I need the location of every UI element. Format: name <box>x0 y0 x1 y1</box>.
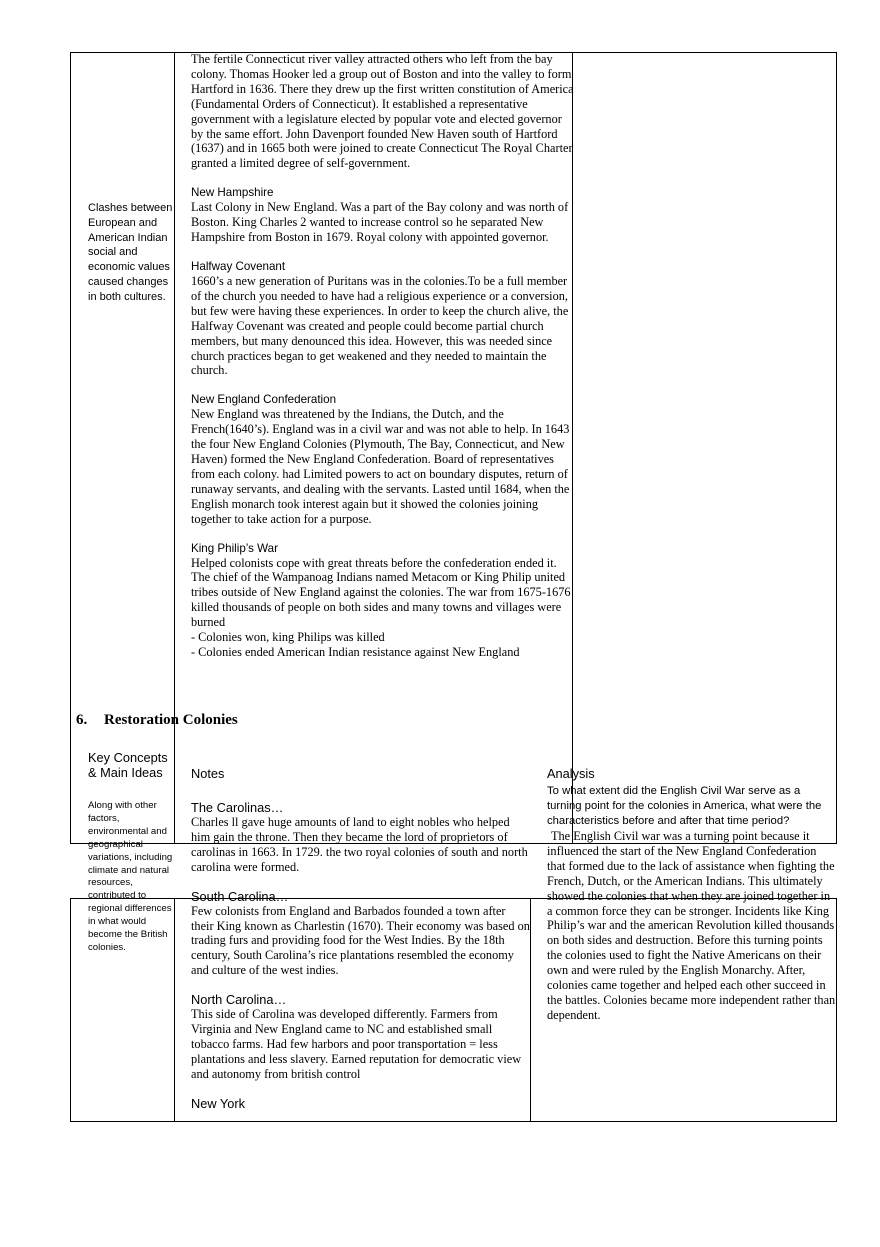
new-hampshire-paragraph: Last Colony in New England. Was a part of the Bay colony and was north of Boston. King Charles 2 wanted to increase control so he separated New Hampshire from Boston in 1679. Royal colony with appointed governor. <box>191 200 569 245</box>
analysis-header: Analysis <box>547 766 595 781</box>
notes-header: Notes <box>191 766 225 781</box>
lower-table-col-divider-1 <box>174 898 175 1122</box>
lower-notes-column <box>191 800 531 1111</box>
halfway-covenant-heading: Halfway Covenant <box>191 259 286 273</box>
king-philips-war-bullet: - Colonies ended American Indian resistance against New England <box>191 645 520 659</box>
north-carolina-heading: North Carolina… <box>191 992 287 1008</box>
key-concepts-header: Key Concepts & Main Ideas <box>88 750 168 780</box>
analysis-column <box>547 784 837 1023</box>
new-england-confederation-heading: New England Confederation <box>191 393 337 407</box>
lower-table-left-border <box>70 898 71 1122</box>
section-number: 6. <box>76 712 88 728</box>
side-note: Clashes between European and American Indian social and economic values caused changes in both cultures. <box>88 202 173 303</box>
halfway-covenant-paragraph: 1660’s a new generation of Puritans was in the colonies.To be a full member of the church you needed to have had a religious experience or a conversion, but few were having these experiences. In order to keep the church alive, the Halfway Covenant was created and people could become partial church members, but many denounced this idea. However, this was needed since church practices began to get weakened and they needed to maintain the church. <box>191 273 569 378</box>
new-england-confederation-paragraph: New England was threatened by the Indians, the Dutch, and the French(1640’s). England was in a civil war and was not able to help. In 1643 the four New England Colonies (Plymouth, The Bay, Connecticut, and New Haven) formed the New England Confederation. Board of representatives from each colony. had Limited powers to act on boundary disputes, return of runaway servants, and dealing with the servants. Lasted until 1684, when the English monarch took interest again but it showed the colonies joining together to take action for a purpose. <box>191 407 570 526</box>
north-carolina-paragraph: This side of Carolina was developed differently. Farmers from Virginia and New England came to NC and established small tobacco farms. Had few harbors and poor transportation = less plantations and less slavery. Earned reputation for democratic view and autonomy from british control <box>191 1007 522 1081</box>
king-philips-war-heading: King Philip’s War <box>191 541 278 555</box>
connecticut-paragraph: The fertile Connecticut river valley attracted others who left from the bay colony. Thomas Hooker led a group out of Boston and into the valley to form Hartford in 1636. There they drew up the first written constitution of America (Fundamental Orders of Connecticut). It established a representative government with a legislature elected by popular vote and elected governor by the same effort. John Davenport founded New Haven south of Hartford (1637) and in 1665 both were joined to create Connecticut The Royal Charter granted a limited degree of self-government. <box>191 52 574 171</box>
new-york-heading: New York <box>191 1095 246 1111</box>
south-carolina-paragraph: Few colonists from England and Barbados founded a town after their King known as Charlestin (1670). Their economy was based on trading furs and providing food for the West Indies. By the 18th century, South Carolina’s rice plantations resembled the economy and culture of the west indies. <box>191 903 530 978</box>
upper-table-left-border <box>70 52 71 844</box>
carolinas-paragraph: Charles ll gave huge amounts of land to eight nobles who helped him gain the throne. Then they became the lord of proprietors of carolinas in 1663. In 1729. the two royal colonies of south and north carolina were formed. <box>191 815 528 874</box>
new-hampshire-heading: New Hampshire <box>191 186 274 200</box>
carolinas-heading: The Carolinas… <box>191 800 284 815</box>
key-concept-text: Along with other factors, environmental and geographical variations, including climate and natural resources, contributed to regional differences in what would become the British colonies. <box>88 800 173 953</box>
king-philips-war-bullet: - Colonies won, king Philips was killed <box>191 630 385 645</box>
lower-table-bottom-border <box>70 1121 837 1122</box>
section-title: Restoration Colonies <box>104 712 238 728</box>
king-philips-war-paragraph: Helped colonists cope with great threats before the confederation ended it. The chief of the Wampanoag Indians named Metacom or King Philip united tribes outside of New England against the colonies. The war from 1675-1676 killed thousands of people on both sides and many towns and villages were burned <box>191 555 571 630</box>
analysis-answer: The English Civil war was a turning point because it influenced the start of the New England Confederation that formed due to the lack of assistance when fighting the French, Dutch, or the American Indians. This ultimately showed the colonies that when they are joined together in a common force they can be stronger. Incidents like King Philip’s war and the american Revolution killed thousands on both sides and destruction. Before this turning points the colonies used to fight the Native Americans on their own and were ruled by the English Monarchy. After, colonies came together and helped each other succeed in the battles. Colonies became more independent rather than dependent. <box>547 829 836 1022</box>
south-carolina-heading: South Carolina… <box>191 888 289 904</box>
upper-notes-column <box>191 52 577 660</box>
upper-table-right-border <box>836 52 837 844</box>
analysis-question: To what extent did the English Civil War serve as a turning point for the colonies in America, what were the characteristics before and after that time period? <box>547 785 822 827</box>
